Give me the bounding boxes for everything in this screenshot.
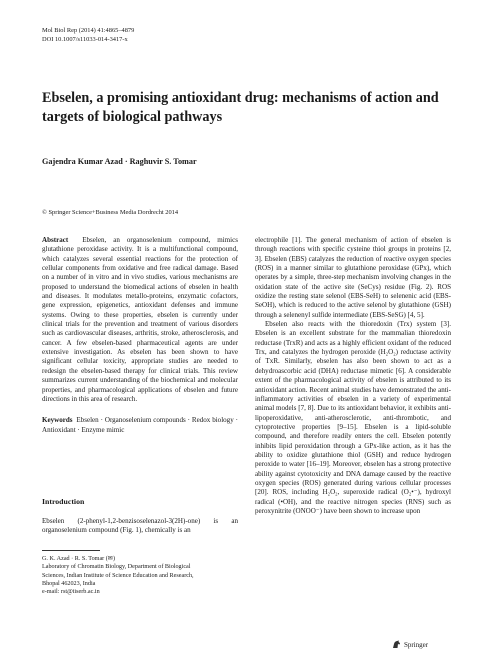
keywords-label: Keywords <box>42 416 73 425</box>
abstract-label: Abstract <box>42 236 69 244</box>
publisher-footer <box>391 639 428 650</box>
publisher-name: Springer <box>404 640 429 649</box>
affiliation-line-1: Laboratory of Chromatin Biology, Department of Biological <box>42 564 191 571</box>
introduction-paragraph: Ebselen (2-phenyl-1,2-benzisoselenazol-3(2H)-one) is an organoselenium compound (Fig. 1), chemically is an <box>42 517 238 535</box>
keywords <box>42 416 238 435</box>
affiliation <box>42 555 242 596</box>
left-column <box>42 236 238 435</box>
affiliation-line-2: Sciences, Indian Institute of Science Education and Research, <box>42 572 194 579</box>
springer-horse-icon <box>391 639 402 650</box>
footnote-rule <box>42 550 100 551</box>
keywords-text: Ebselen · Organoselenium compounds · Redox biology · Antioxidant · Enzyme mimic <box>42 416 238 434</box>
right-column <box>255 236 451 516</box>
section-heading-introduction: Introduction <box>42 497 85 506</box>
paragraph-1: electrophile [1]. The general mechanism of action of ebselen is through reactions with specific cysteine thiol groups in proteins [2, 3]. Ebselen (EBS) catalyzes the reduction of reactive oxygen species (ROS) in a manner similar to glutathione peroxidase (GPx), which operates by a simple, three-step mechanism involving changes in the oxidation state of the active site (SeCys) residue (Fig. 2). ROS oxidize the resting state selenol (EBS-SeH) to selenenic acid (EBS-SeOH), which is reduced to the active selenol by glutathione (GSH) through a selenenyl sulfide intermediate (EBS-SeSG) [4, 5]. <box>255 236 451 319</box>
affiliation-line-3: Bhopal 462023, India <box>42 580 96 587</box>
abstract <box>42 236 238 404</box>
affiliation-names: G. K. Azad · R. S. Tomar (✉) <box>42 556 115 562</box>
authors: Gajendra Kumar Azad · Raghuvir S. Tomar <box>42 157 197 166</box>
journal-header <box>42 26 134 44</box>
journal-citation: Mol Biol Rep (2014) 41:4865–4879 <box>42 27 135 34</box>
abstract-text: Ebselen, an organoselenium compound, mimics glutathione peroxidase activity. It is a multifunctional compound, which catalyzes several essential reactions for the protection of cellular components from oxidative and free radical damage. Based on a number of in vitro and in vivo studies, various mechanisms are proposed to understand the biomedical actions of ebselen in health and diseases. It modulates metallo-proteins, enzymatic cofactors, gene expression, epigenetics, antioxidant defenses and immune systems. Owing to these properties, ebselen is currently under clinical trials for the prevention and treatment of various disorders such as cardiovascular diseases, arthritis, stroke, atherosclerosis, and cancer. A few ebselen-based pharmaceutical agents are under extensive investigation. As ebselen has been shown to have significant cellular toxicity, appropriate studies are needed to redesign the ebselen-based therapy for clinical trials. This review summarizes current understanding of the biochemical and molecular properties, and pharmacological applications of ebselen and future directions in this area of research. <box>42 236 238 403</box>
article-title: Ebselen, a promising antioxidant drug: mechanisms of action and targets of biological pathways <box>42 90 439 125</box>
doi: DOI 10.1007/s11033-014-3417-x <box>42 36 128 43</box>
author-email[interactable]: e-mail: rst@iiserb.ac.in <box>42 589 100 596</box>
copyright-line: © Springer Science+Business Media Dordrecht 2014 <box>42 209 179 216</box>
paragraph-2: Ebselen also reacts with the thioredoxin (Trx) system [3]. Ebselen is an excellent substrate for the mammalian thioredoxin reductase (TrxR) and acts as a highly efficient oxidant of the reduced Trx, and catalyzes the hydrogen peroxide (H₂O₂) reductase activity of TxR. Similarly, ebselen has also been shown to act as a dehydroascorbic acid (DHA) reductase mimetic [6]. A considerable extent of the pharmacological activity of ebselen is attributed to its antioxidant action. Recent animal studies have demonstrated the anti-inflammatory activities of ebselen in a variety of experimental animal models [7, 8]. Due to its antioxidant behavior, it exhibits anti-lipoperoxidative, anti-atherosclerotic, anti-thrombotic, and cytoprotective properties [9–15]. Ebselen is a lipid-soluble compound, and therefore readily enters the cell. Ebselen potently inhibits lipid peroxidation through a GPx-like action, as it has the ability to oxidize glutathione thiol (GSH) and reduce hydrogen peroxide to water [16–19]. Moreover, ebselen has a strong protective ability against cytotoxicity and DNA damage caused by the reactive oxygen species (ROS) generated during various cellular processes [20]. ROS, including H₂O₂, superoxide radical (O₂•⁻), hydroxyl radical (•OH), and the reactive nitrogen species (RNS) such as peroxynitrite (ONOO⁻) have been shown to increase upon <box>255 320 451 515</box>
